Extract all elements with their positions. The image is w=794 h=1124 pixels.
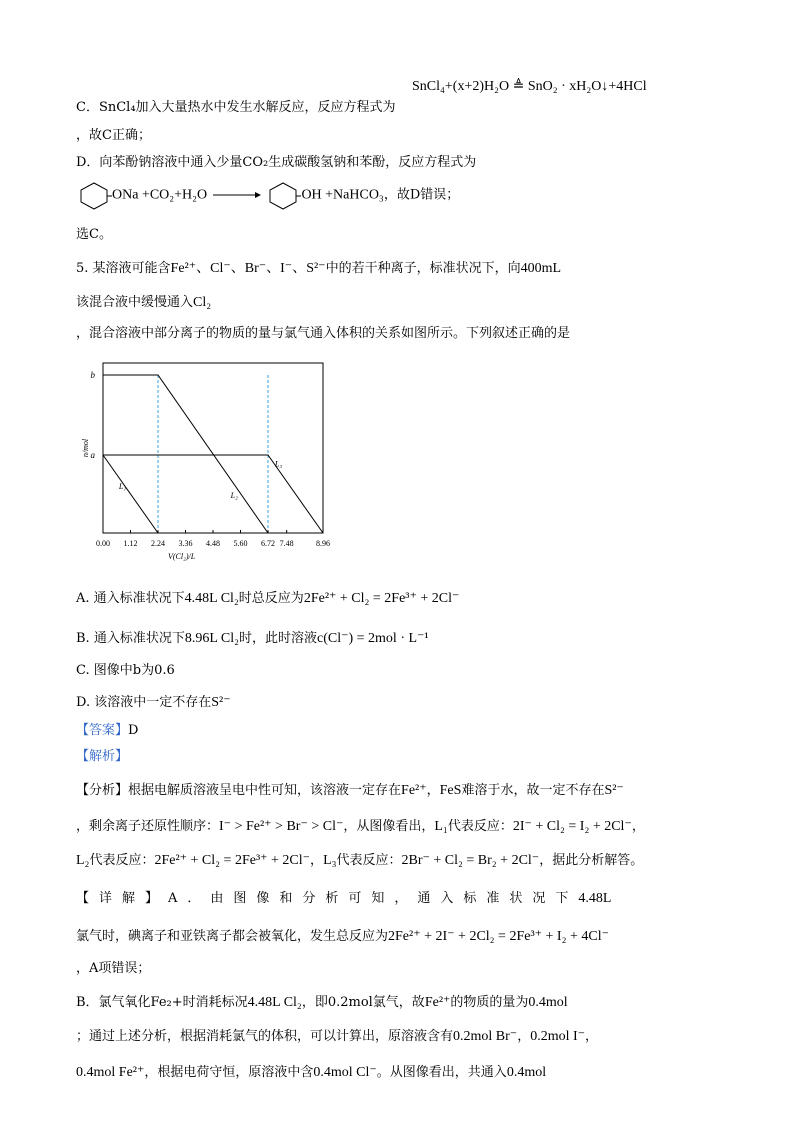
p2-l1: L₁ <box>434 819 448 834</box>
d-eq-left: ONa +CO₂+H₂O <box>112 187 208 203</box>
x-tick-label: 3.36 <box>178 539 193 548</box>
p8-text-c: ， <box>585 1029 599 1044</box>
d-end: ，故D错误； <box>383 187 460 203</box>
option-b-val: 8.96L Cl₂ <box>184 631 239 646</box>
series-line-1 <box>103 455 158 533</box>
p2-order: I⁻ > Fe²⁺ > Br⁻ > Cl⁻ <box>219 819 344 834</box>
p8-br: 0.2mol Br⁻ <box>453 1029 518 1044</box>
p3-eq1: 2Fe²⁺ + Cl₂ = 2Fe³⁺ + 2Cl⁻ <box>154 853 311 868</box>
p2-text-a: ，剩余离子还原性顺序： <box>76 819 220 834</box>
option-a <box>76 590 459 608</box>
p4-label: 【详解】A．由图像和分析可知，通入标准状况下 <box>76 891 579 906</box>
p7-text-a: B．氯气氧化Fe₂+时消耗标况 <box>76 995 248 1010</box>
x-tick-label: 1.12 <box>123 539 138 548</box>
p1-label: 【分析】 <box>76 783 129 798</box>
x-tick-label: 2.24 <box>151 539 165 548</box>
option-a-text2: 时总反应为 <box>238 591 304 606</box>
p9-fe: 0.4mol Fe²⁺ <box>76 1065 145 1080</box>
option-a-eq: 2Fe²⁺ + Cl₂ = 2Fe³⁺ + 2Cl⁻ <box>303 591 460 606</box>
p3-text-a: 代表反应： <box>89 853 155 868</box>
q5-text-a: 5. 某溶液可能含 <box>76 261 171 276</box>
x-tick-label: 7.48 <box>279 539 294 548</box>
p3-text-c: 代表反应： <box>336 853 402 868</box>
chart-svg <box>78 355 328 560</box>
p2-text-b: ，从图像看出， <box>343 819 435 834</box>
analysis-line1 <box>76 782 624 800</box>
c-end: ，故C正确； <box>76 128 151 143</box>
answer-value: D <box>128 723 139 738</box>
x-tick-label: 5.60 <box>233 539 248 548</box>
q5-text-c: 该混合液中缓慢通入 <box>76 295 194 310</box>
series-label: L₂ <box>230 491 238 501</box>
p8-i: 0.2mol I⁻ <box>530 1029 586 1044</box>
detail-line2 <box>76 928 609 946</box>
option-d <box>76 694 231 712</box>
p7-fe: Fe²⁺ <box>424 995 451 1010</box>
option-c: C. 图像中b为0.6 <box>76 663 175 678</box>
q5-text-b: 中的若干种离子，标准状况下，向 <box>325 261 521 276</box>
benzene-ring-icon <box>76 180 112 210</box>
benzene-ring-icon <box>265 180 301 210</box>
detail-line4 <box>76 994 568 1012</box>
p7-text-b: ，即0.2mol氯气，故 <box>301 995 425 1010</box>
series-line-3 <box>103 455 323 533</box>
p3-l3: L₃ <box>323 853 337 868</box>
series-label: L₃ <box>274 459 283 469</box>
option-d-text: D. 该溶液中一定不存在 <box>76 695 212 710</box>
analysis-line3 <box>76 852 643 870</box>
answer-label: 【答案】 <box>76 723 129 738</box>
analysis-line2 <box>76 818 645 836</box>
ion-amount-chart <box>78 355 328 560</box>
p1-text-b: ， <box>426 783 440 798</box>
p1-s: S²⁻ <box>604 783 624 798</box>
detail-line5 <box>76 1028 598 1046</box>
option-b-text1: B. 通入标准状况下 <box>76 631 185 646</box>
x-tick-label: 6.72 <box>261 539 275 548</box>
detail-line1 <box>76 890 611 908</box>
c-equation: SnCl₄+(x+2)H₂O ≜ SnO₂ · xH₂O↓+4HCl <box>412 79 647 94</box>
y-axis-label: n/mol <box>81 438 90 458</box>
p3-l2: L₂ <box>76 853 90 868</box>
p1-text-c: 难溶于水，故一定不存在 <box>461 783 605 798</box>
answer <box>76 722 138 740</box>
p5-eq: 2Fe²⁺ + 2I⁻ + 2Cl₂ = 2Fe³⁺ + I₂ + 4Cl⁻ <box>388 929 609 944</box>
detail-line6 <box>76 1064 546 1082</box>
d-equation <box>76 180 459 210</box>
p3-text-b: ， <box>310 853 324 868</box>
p2-text-c: 代表反应： <box>447 819 513 834</box>
q5-volume: 400mL <box>520 261 562 276</box>
p8-text-a: ；通过上述分析，根据消耗氯气的体积，可以计算出，原溶液含有 <box>76 1029 454 1044</box>
series-label: L₁ <box>118 481 127 491</box>
q5-line1 <box>76 260 561 278</box>
choose-c: 选C。 <box>76 227 112 242</box>
p9-text-b: 。从图像看出，共通入 <box>376 1065 507 1080</box>
option-b <box>76 630 429 648</box>
q5-line3: ，混合溶液中部分离子的物质的量与氯气通入体积的关系如图所示。下列叙述正确的是 <box>76 326 571 341</box>
x-axis-label: V(Cl₂)/L <box>168 552 196 561</box>
option-b-eq: c(Cl⁻) = 2mol · L⁻¹ <box>316 631 429 646</box>
p1-text-a: 根据电解质溶液呈电中性可知，该溶液一定存在 <box>128 783 402 798</box>
p8-text-b: ， <box>517 1029 531 1044</box>
q5-ions: Fe²⁺、Cl⁻、Br⁻、I⁻、S²⁻ <box>170 261 326 276</box>
c-text: C．SnCl₄加入大量热水中发生水解反应，反应方程式为 <box>76 100 396 115</box>
y-tick-label: a <box>90 450 95 460</box>
p2-end: ， <box>631 819 645 834</box>
p5-text: 氯气时，碘离子和亚铁离子都会被氧化，发生总反应为 <box>76 929 389 944</box>
p7-val: 4.48L Cl₂ <box>247 995 302 1010</box>
p1-fe: Fe²⁺ <box>401 783 427 798</box>
p7-mol: 0.4mol <box>528 995 568 1010</box>
p9-text-a: ，根据电荷守恒，原溶液中含 <box>144 1065 314 1080</box>
option-a-text1: A. 通入标准状况下 <box>76 591 185 606</box>
p4-val: 4.48L <box>578 891 612 906</box>
chart-frame <box>103 363 323 533</box>
d-text: D．向苯酚钠溶液中通入少量CO₂生成碳酸氢钠和苯酚，反应方程式为 <box>76 155 477 170</box>
option-a-val: 4.48L Cl₂ <box>184 591 239 606</box>
x-tick-label: 4.48 <box>206 539 220 548</box>
d-eq-right: OH +NaHCO₃ <box>301 187 384 203</box>
analysis-label <box>76 748 128 766</box>
p9-mol: 0.4mol <box>506 1065 547 1080</box>
series-line-2 <box>103 375 268 533</box>
p9-cl: 0.4mol Cl⁻ <box>313 1065 377 1080</box>
detail-line3: ，A项错误； <box>76 961 151 976</box>
x-tick-label: 8.96 <box>316 539 330 548</box>
y-tick-label: b <box>90 370 95 380</box>
p7-text-c: 的物质的量为 <box>450 995 529 1010</box>
p1-fes: FeS <box>439 783 462 798</box>
option-b-text2: 时，此时溶液 <box>238 631 317 646</box>
p3-eq2: 2Br⁻ + Cl₂ = Br₂ + 2Cl⁻ <box>401 853 540 868</box>
p2-eq: 2I⁻ + Cl₂ = I₂ + 2Cl⁻ <box>512 819 632 834</box>
x-tick-label: 0.00 <box>96 539 110 548</box>
q5-line2 <box>76 294 211 312</box>
option-d-ion: S²⁻ <box>211 695 231 710</box>
q5-cl2: Cl₂ <box>193 295 212 310</box>
reaction-arrow-icon <box>211 189 261 201</box>
analysis-label-text: 【解析】 <box>76 749 129 764</box>
p3-text-d: ，据此分析解答。 <box>539 853 644 868</box>
